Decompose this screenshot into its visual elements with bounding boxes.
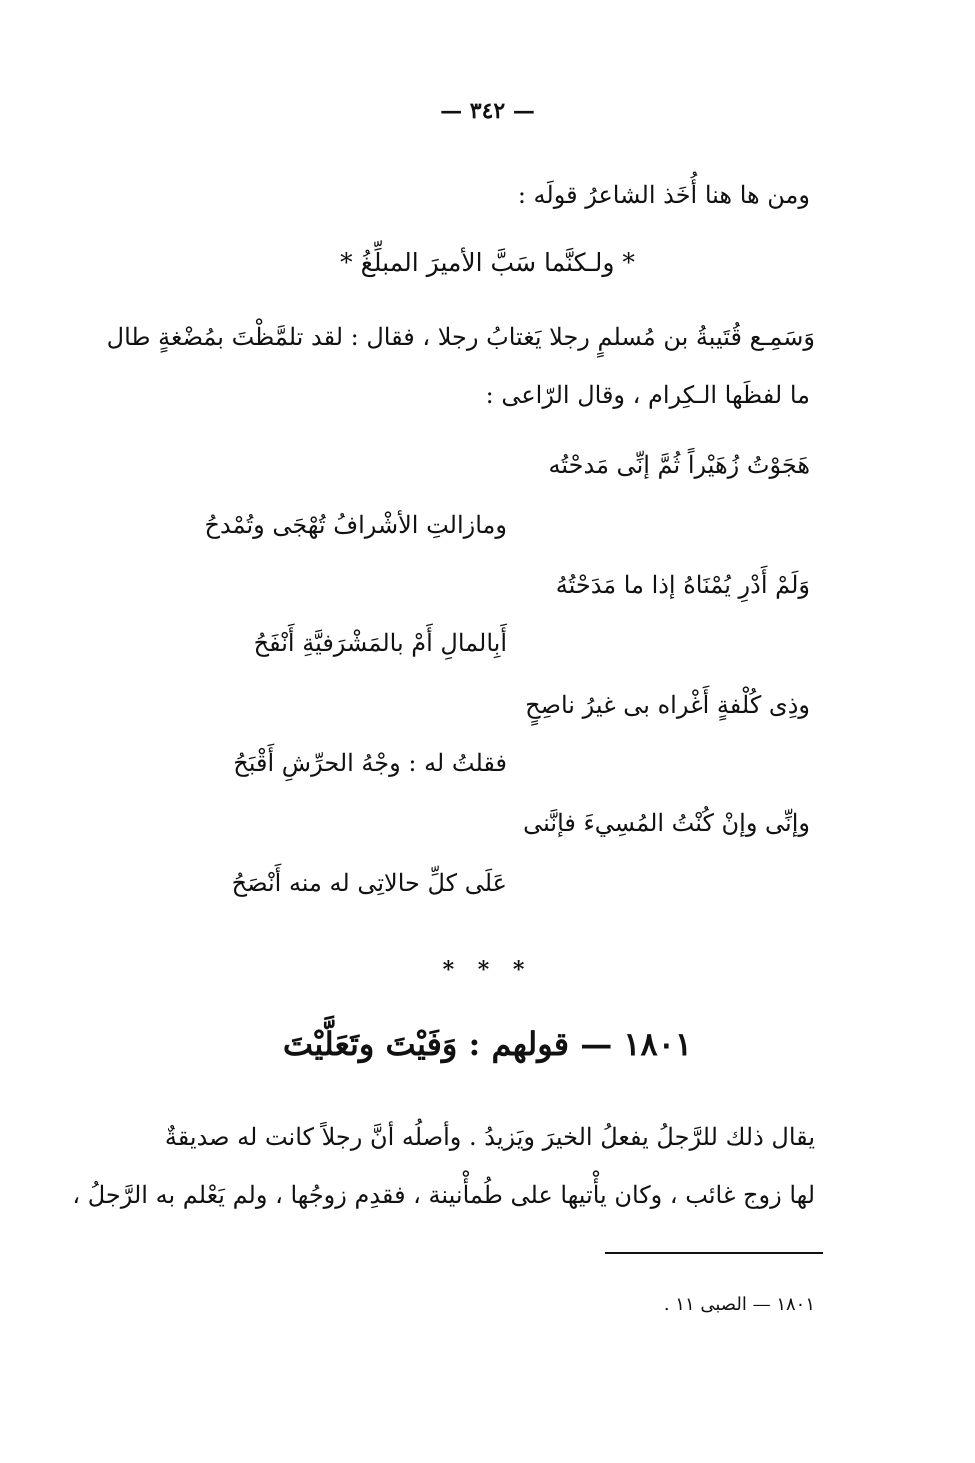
poem-verse: أَبِالمالِ أَمْ بالمَشْرَفيَّةِ أَنْفَحُ: [253, 629, 507, 657]
page-number: — ٣٤٢ —: [440, 98, 535, 124]
poem-verse: عَلَى كلِّ حالاتِى له منه أَنْصَحُ: [231, 869, 507, 897]
section-separator: * * *: [442, 957, 533, 983]
paragraph-line: وَسَمِـع قُتَيبةُ بن مُسلمٍ رجلا يَغتابُ رجلا ، فقال : لقد تلمَّظْتَ بمُضْغةٍ طال: [106, 323, 815, 351]
footnote: ١٨٠١ — الصبى ١١ .: [663, 1294, 815, 1315]
poem-verse: وإنِّى وإنْ كُنْتُ المُسِيءَ فإنَّنى: [523, 809, 810, 837]
paragraph-line: لها زوج غائب ، وكان يأْتيها على طُمأْنينة ، فقدِم زوجُها ، ولم يَعْلم به الرَّجلُ ،: [72, 1181, 815, 1209]
paragraph-line: ما لفظَها الـكِرام ، وقال الرّاعى :: [485, 381, 810, 409]
paragraph-line: يقال ذلك للرَّجلُ يفعلُ الخيرَ ويَزيدُ . وأصلُه أنَّ رجلاً كانت له صديقةٌ: [164, 1123, 815, 1151]
quote-line: * ولـكنَّما سَبَّ الأميرَ المبلِّغُ *: [340, 248, 635, 277]
poem-verse: فقلتُ له : وجْهُ الحرِّشِ أَقْبَحُ: [233, 749, 507, 777]
poem-verse: وَلَمْ أَدْرِ يُمْنَاهُ إذا ما مَدَحْتُهُ: [555, 571, 810, 599]
intro-line: ومن ها هنا أُخَذ الشاعرُ قولَه :: [517, 181, 810, 209]
poem-verse: وذِى كُلْفةٍ أَغْراه بى غيرُ ناصِحٍ: [525, 691, 810, 719]
section-heading: ١٨٠١ — قولهم : وَفَيْتَ وتَعَلَّيْتَ: [282, 1025, 693, 1063]
poem-verse: ومازالتِ الأشْرافُ تُهْجَى وتُمْدحُ: [204, 511, 507, 539]
poem-verse: هَجَوْتُ زُهَيْراً ثُمَّ إنِّى مَدحْتُه: [548, 451, 810, 479]
footnote-rule: [605, 1252, 823, 1254]
